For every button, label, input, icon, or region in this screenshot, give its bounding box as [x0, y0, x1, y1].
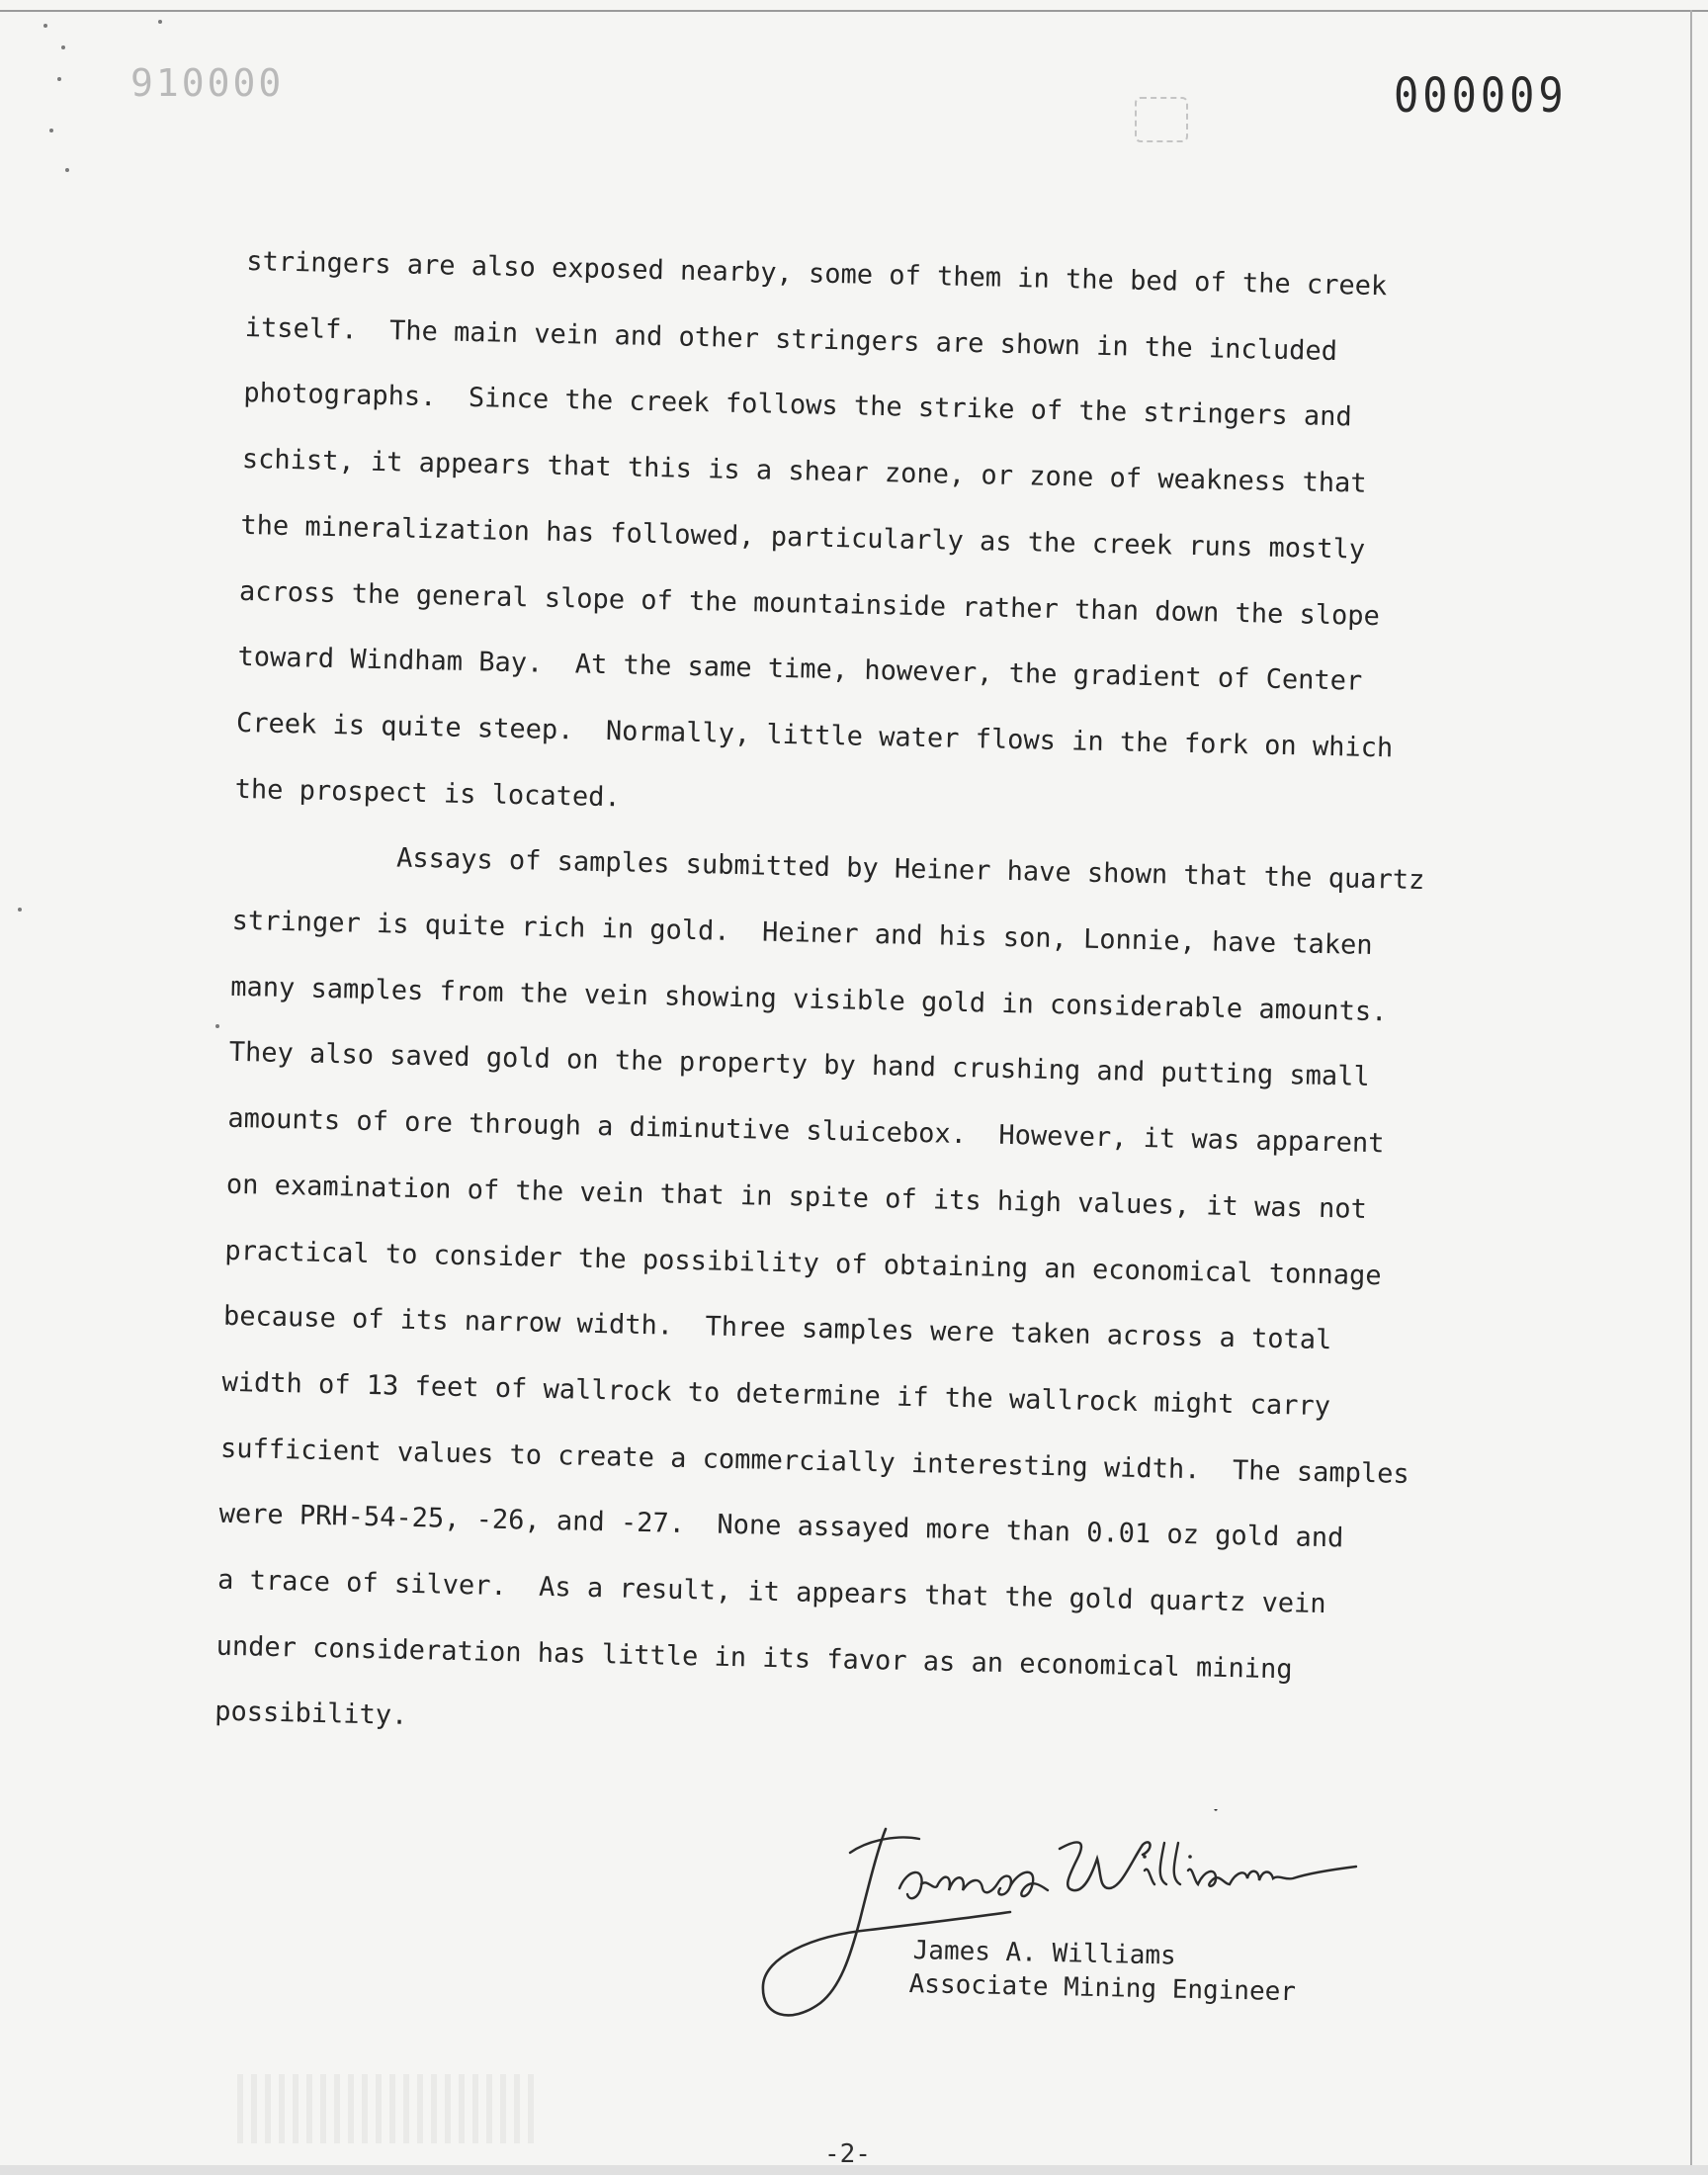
text-line: toward Windham Bay. At the same time, however, the gradient of Center — [237, 642, 1363, 697]
text-line: many samples from the vein showing visible gold in considerable amounts. — [229, 971, 1388, 1028]
speck — [49, 129, 53, 132]
body-text — [214, 229, 1532, 1774]
speck — [65, 168, 69, 172]
speck — [215, 1024, 219, 1028]
page-number: -2- — [824, 2139, 871, 2169]
text-line: width of 13 feet of wallrock to determine if the wallrock might carry — [221, 1366, 1331, 1423]
text-line: were PRH-54-25, -26, and -27. None assayed more than 0.01 oz gold and — [218, 1499, 1344, 1554]
text-line: under consideration has little in its favor as an economical mining — [215, 1630, 1293, 1686]
text-line: across the general slope of the mountainside rather than down the slope — [238, 575, 1381, 632]
text-line: the prospect is located. — [234, 773, 622, 813]
text-line: Assays of samples submitted by Heiner have shown that the quartz — [395, 842, 1425, 897]
text-line: practical to consider the possibility of obtaining an economical tonnage — [224, 1235, 1382, 1291]
text-line: possibility. — [214, 1696, 408, 1732]
page-edge-top — [0, 10, 1708, 12]
paragraph-1 — [234, 229, 1532, 851]
faint-smudge — [237, 2074, 534, 2143]
text-line: the mineralization has followed, particularly as the creek runs mostly — [240, 509, 1366, 566]
text-line: stringer is quite rich in gold. Heiner and his son, Lonnie, have taken — [231, 905, 1373, 962]
text-line: a trace of silver. As a result, it appears that the gold quartz vein — [216, 1564, 1326, 1620]
signer-title: Associate Mining Engineer — [908, 1969, 1297, 2008]
speck — [158, 20, 162, 24]
text-line: itself. The main vein and other stringers are shown in the included — [244, 311, 1338, 367]
speck — [57, 77, 61, 81]
page-edge-right — [1690, 10, 1692, 2165]
handwritten-signature — [751, 1809, 1443, 2066]
text-line: because of its narrow width. Three samples were taken across a total — [222, 1300, 1332, 1356]
document-number: 000009 — [1394, 67, 1568, 124]
text-line: sufficient values to create a commercially interesting width. The samples — [219, 1433, 1410, 1490]
signer-name: James A. Williams — [912, 1936, 1177, 1971]
faint-stamp-number: 910000 — [130, 61, 285, 105]
text-line: on examination of the vein that in spite of its high values, it was not — [225, 1169, 1368, 1225]
speck — [61, 45, 65, 49]
text-line: Creek is quite steep. Normally, little water flows in the fork on which — [235, 707, 1394, 764]
text-line: They also saved gold on the property by hand crushing and putting small — [228, 1037, 1371, 1093]
punch-hole-mark — [1135, 97, 1188, 142]
text-line: photographs. Since the creek follows the strike of the stringers and — [243, 378, 1353, 433]
text-line: stringers are also exposed nearby, some of them in the bed of the creek — [245, 245, 1388, 303]
speck — [43, 24, 47, 28]
signature-block — [751, 1809, 1443, 2066]
paragraph-2 — [214, 823, 1519, 1774]
text-line: amounts of ore through a diminutive sluicebox. However, it was apparent — [227, 1102, 1385, 1160]
speck — [18, 908, 22, 912]
text-line: schist, it appears that this is a shear zone, or zone of weakness that — [241, 444, 1367, 499]
